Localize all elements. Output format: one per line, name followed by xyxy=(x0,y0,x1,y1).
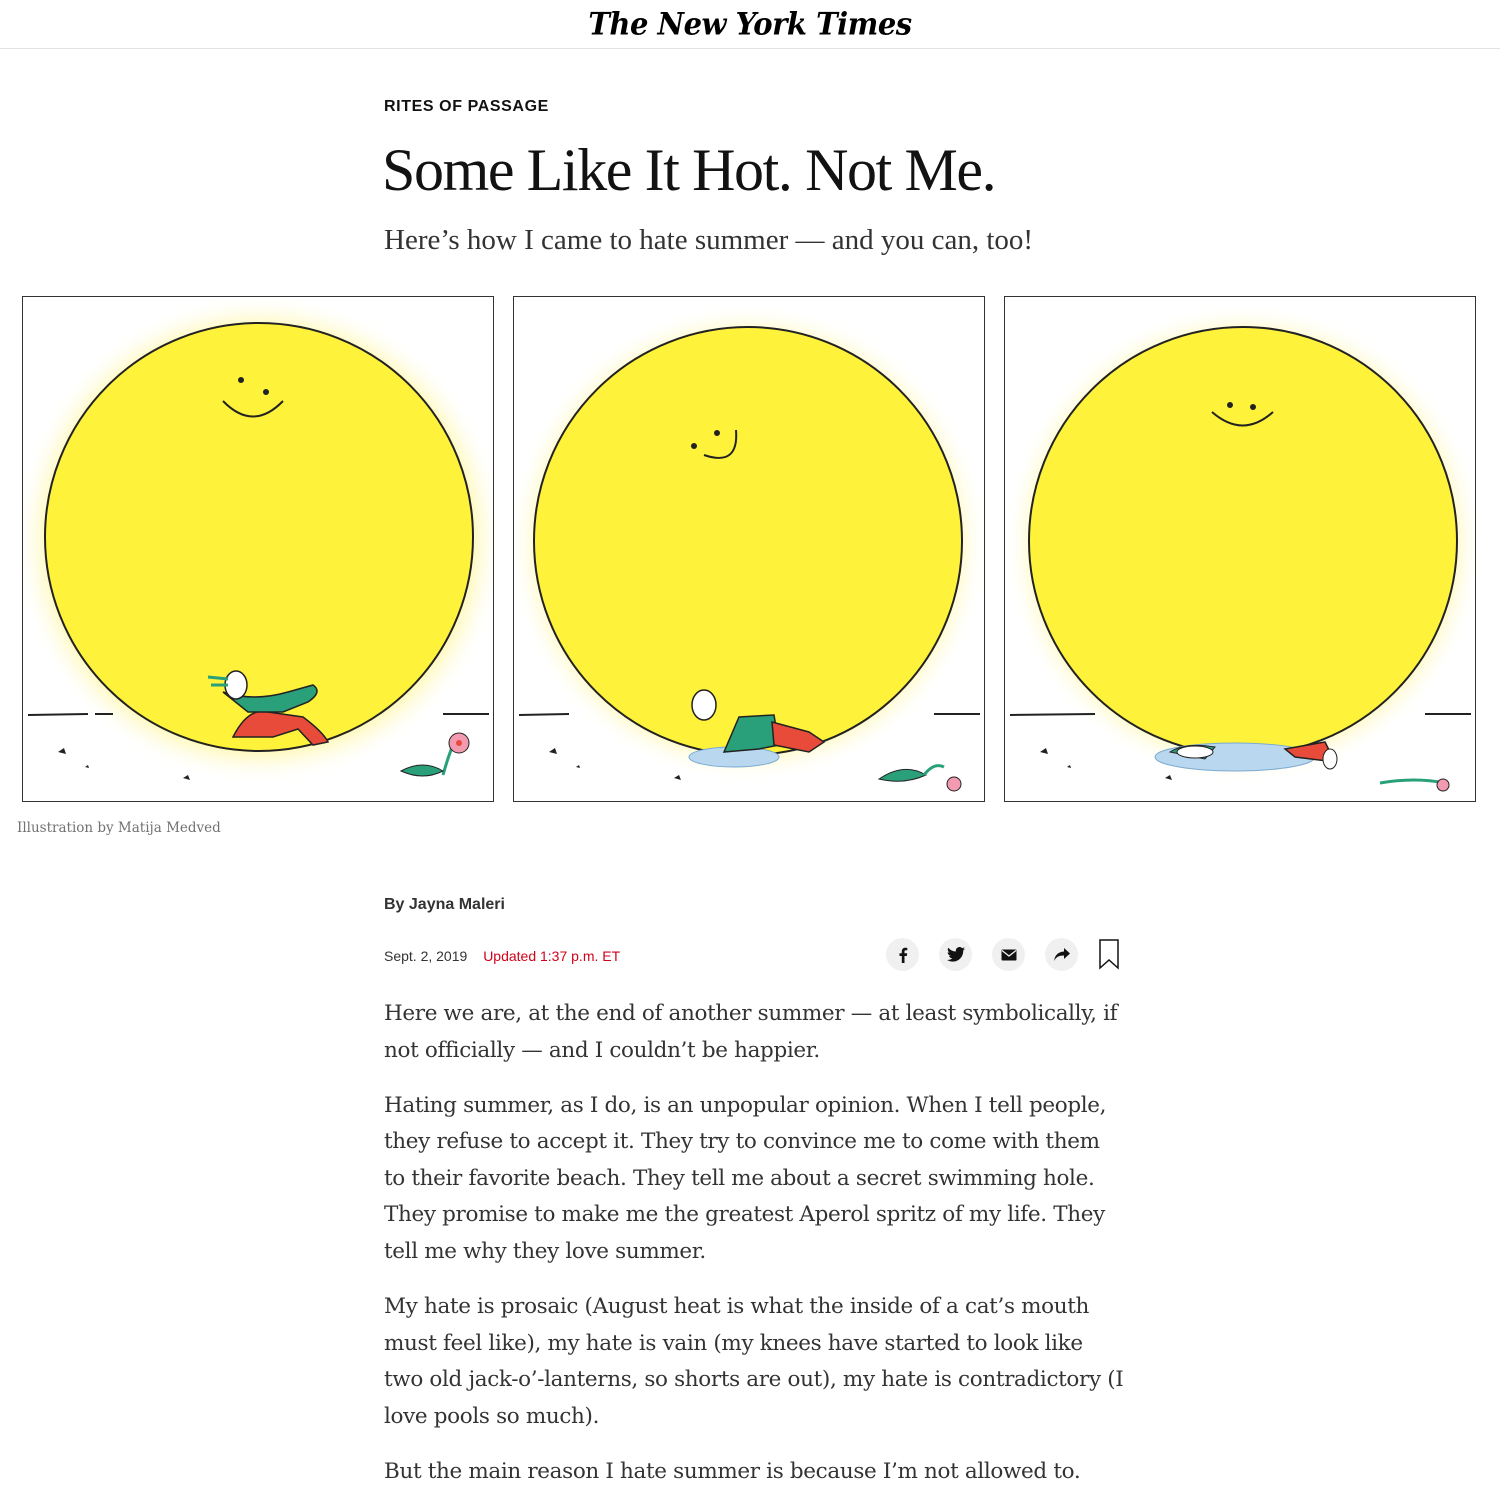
facebook-share-button[interactable] xyxy=(886,938,919,971)
updated-timestamp: Updated 1:37 p.m. ET xyxy=(483,948,621,964)
paragraph: But the main reason I hate summer is because I’m not allowed to. xyxy=(384,1459,1081,1485)
illustration-credit: Illustration by Matija Medved xyxy=(17,820,221,836)
share-icon xyxy=(1054,948,1070,961)
illustration-panel-1 xyxy=(22,296,494,802)
paragraph: Here we are, at the end of another summer — at least symbolically, if not officially — and I couldn’t be happier. xyxy=(384,1001,1118,1063)
masthead xyxy=(0,0,1500,49)
more-share-button[interactable] xyxy=(1045,938,1078,971)
paragraph: Hating summer, as I do, is an unpopular opinion. When I tell people, they refuse to accept it. They try to convince me to come with them to their favorite beach. They tell me about a secret swimming hole. They promise to make me the greatest Aperol spritz of my life. They tell me why they love summer. xyxy=(384,1092,1107,1265)
illustration-panel-2 xyxy=(513,296,985,802)
summary-dek: Here’s how I came to hate summer — and you can, too! xyxy=(384,224,1034,256)
paragraph: My hate is prosaic (August heat is what the inside of a cat’s mouth must feel like), my hate is vain (my knees have started to look like two old jack-o’-lanterns, so shorts are out), my hate is contradictory (I love pools so much). xyxy=(384,1294,1124,1429)
twitter-icon xyxy=(947,947,965,962)
save-article-button[interactable] xyxy=(1098,938,1120,971)
facebook-icon xyxy=(896,947,910,963)
article-body xyxy=(384,996,1124,1509)
share-toolbar xyxy=(886,938,1120,971)
email-share-button[interactable] xyxy=(992,938,1025,971)
dateline xyxy=(384,948,620,964)
bookmark-icon xyxy=(1099,939,1119,970)
publish-date: Sept. 2, 2019 xyxy=(384,948,468,964)
byline[interactable]: By Jayna Maleri xyxy=(384,896,505,913)
twitter-share-button[interactable] xyxy=(939,938,972,971)
nyt-logo[interactable]: The New York Times xyxy=(588,6,912,42)
illustration-panel-3 xyxy=(1004,296,1476,802)
headline: Some Like It Hot. Not Me. xyxy=(382,137,996,203)
kicker[interactable]: RITES OF PASSAGE xyxy=(384,98,549,115)
email-icon xyxy=(1001,949,1017,961)
